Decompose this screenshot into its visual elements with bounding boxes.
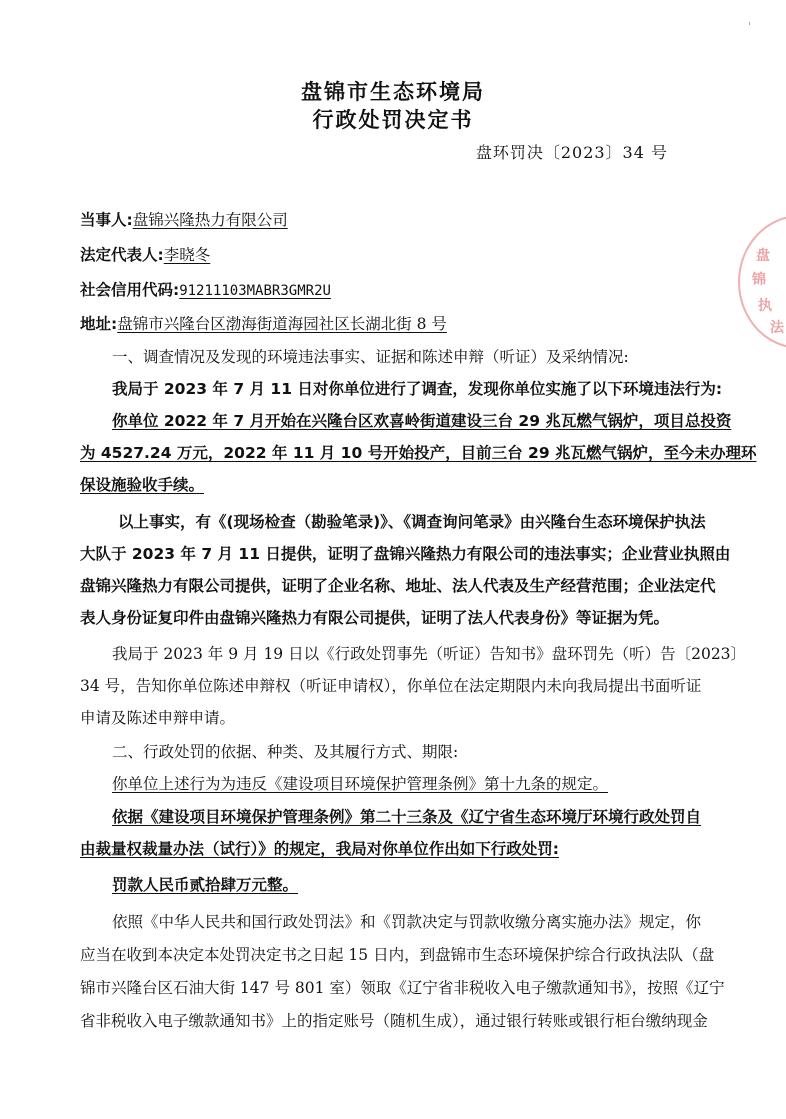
paragraph-line: 依据《建设项目环境保护管理条例》第二十三条及《辽宁省生态环境厅环境行政处罚自 [112,808,702,826]
paragraph-line: 应当在收到本决定本处罚决定书之日起 15 日内，到盘锦市生态环境保护综合行政执法队（盘 [80,946,715,964]
paragraph-line: 省非税收入电子缴款通知书》上的指定账号（随机生成），通过银行转账或银行柜台缴纳现金 [80,1012,708,1030]
paragraph-line: 我局于 2023 年 9 月 19 日以《行政处罚事先（听证）告知书》盘环罚先（听）告〔2023〕 [112,645,747,663]
corner-mark: ' [748,20,752,33]
paragraph-line: 你单位 2022 年 7 月开始在兴隆台区欢喜岭街道建设三台 29 兆瓦燃气锅炉，项目总投资 [112,412,732,430]
paragraph-line: 大队于 2023 年 7 月 11 日提供，证明了盘锦兴隆热力有限公司的违法事实；企业营业执照由 [80,545,731,563]
party-line [80,208,288,230]
address-line [80,312,447,334]
section-two-heading: 二、行政处罚的依据、种类、及其履行方式、期限: [112,743,459,761]
credit-code-label: 社会信用代码: [80,281,180,299]
credit-code-line [80,278,331,300]
issuer-title: 盘锦市生态环境局 [301,80,485,104]
paragraph-line: 以上事实，有《(现场检查（勘验笔录)》、《调查询问笔录》由兴隆台生态环境保护执法 [118,513,706,531]
paragraph-line: 表人身份证复印件由盘锦兴隆热力有限公司提供，证明了法人代表身份》等证据为凭。 [80,609,670,627]
paragraph-line: 由裁量权裁量办法（试行）》的规定，我局对你单位作出如下行政处罚: [80,840,559,858]
document-number: 盘环罚决〔2023〕34 号 [475,143,668,162]
paragraph-line: 保设施验收手续。 [80,476,205,494]
legal-rep-line [80,243,210,265]
penalty-amount: 罚款人民币贰拾肆万元整。 [112,876,299,894]
section-one-heading: 一、调查情况及发现的环境违法事实、证据和陈述申辩（听证）及采纳情况: [112,348,629,366]
seal-char: 法 [770,320,784,336]
party-name: 盘锦兴隆热力有限公司 [132,211,288,229]
legal-rep-label: 法定代表人: [80,246,164,264]
seal-char: 盘 [756,248,770,264]
paragraph-line: 锦市兴隆台区石油大街 147 号 801 室）领取《辽宁省非税收入电子缴款通知书》，按照《辽宁 [80,979,725,997]
paragraph-line: 为 4527.24 万元，2022 年 11 月 10 号开始投产，目前三台 29 兆瓦燃气锅炉，至今未办理环 [80,444,757,462]
address-label: 地址: [80,315,118,333]
paragraph-line: 你单位上述行为为违反《建设项目环境保护管理条例》第十九条的规定。 [112,775,609,793]
seal-char: 执 [758,298,772,314]
credit-code-value: 91211103MABR3GMR2U [179,283,331,299]
paragraph-line: 依照《中华人民共和国行政处罚法》和《罚款决定与罚款收缴分离实施办法》规定，你 [112,913,702,931]
paragraph-line: 34 号，告知你单位陈述申辩权（听证申请权），你单位在法定期限内未向我局提出书面听证 [80,677,702,695]
paragraph-line: 盘锦兴隆热力有限公司提供，证明了企业名称、地址、法人代表及生产经营范围；企业法定代 [80,577,716,595]
party-label: 当事人: [80,211,133,229]
official-seal [738,215,786,349]
seal-char: 锦 [752,272,766,288]
paragraph-line: 我局于 2023 年 7 月 11 日对你单位进行了调查，发现你单位实施了以下环境违法行为: [112,380,723,398]
legal-rep-name: 李晓冬 [163,246,211,264]
document-title: 行政处罚决定书 [312,108,474,132]
address-value: 盘锦市兴隆台区渤海街道海园社区长湖北街 8 号 [117,315,447,333]
paragraph-line: 申请及陈述申辩申请。 [80,709,236,727]
